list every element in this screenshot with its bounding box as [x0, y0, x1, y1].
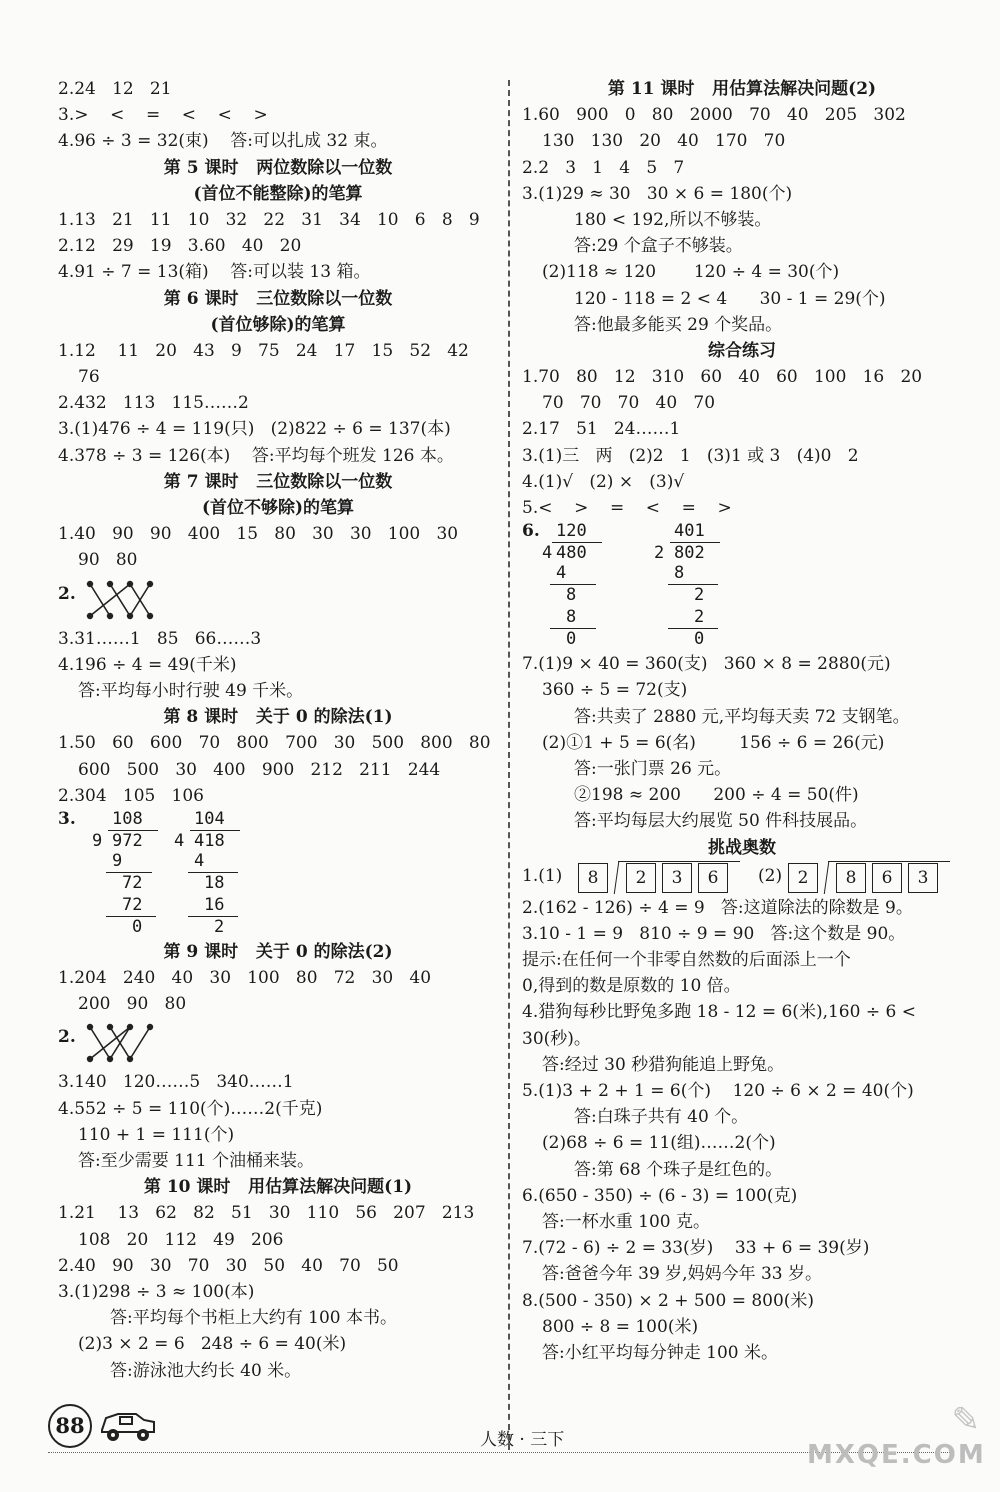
- answer-line: 答:他最多能买 29 个奖品。: [574, 314, 783, 335]
- answer-line: 200 90 80: [78, 994, 187, 1015]
- answer-line: 1.50 60 600 70 800 700 30 500 800 80: [58, 733, 491, 754]
- olympiad-title: 挑战奥数: [708, 837, 776, 858]
- answer-line: 1.13 21 11 10 32 22 31 34 10 6 8 9: [58, 209, 480, 230]
- digit-box: 2: [626, 863, 656, 893]
- answer-line: (2)68 ÷ 6 = 11(组)……2(个): [542, 1133, 776, 1154]
- digit-box: 6: [872, 863, 902, 893]
- answer-line: 1.60 900 0 80 2000 70 40 205 302: [522, 105, 906, 126]
- answer-line: 8.(500 - 350) × 2 + 500 = 800(米): [522, 1290, 815, 1311]
- step: 4: [556, 563, 567, 584]
- review-title: 综合练习: [708, 340, 776, 361]
- answer-line: (2)3 × 2 = 6 248 ÷ 6 = 40(米): [78, 1334, 347, 1355]
- question-number: 1.(1): [522, 865, 563, 886]
- step: 0: [566, 629, 577, 650]
- watermark-text: MXQE.COM: [807, 1440, 986, 1470]
- answer-line: 4.196 ÷ 4 = 49(千米): [58, 654, 237, 675]
- box-division-question: [522, 861, 962, 895]
- answer-line: 7.(1)9 × 40 = 360(支) 360 × 8 = 2880(元): [522, 654, 891, 675]
- answer-line: 3.(1)三 两 (2)2 1 (3)1 或 3 (4)0 2: [522, 445, 859, 466]
- divisor-box: 8: [578, 863, 608, 893]
- divisor-box: 2: [788, 863, 818, 893]
- answer-line: 3.(1)298 ÷ 3 ≈ 100(本): [58, 1281, 255, 1302]
- digit-box: 8: [836, 863, 866, 893]
- step: 9: [112, 850, 123, 871]
- long-division: [650, 521, 760, 651]
- answer-line: (2)①1 + 5 = 6(名) 156 ÷ 6 = 26(元): [542, 732, 885, 753]
- matching-lines-graphic: [82, 578, 172, 622]
- dividend: 802: [674, 543, 705, 564]
- lesson-7-title: 第 7 课时 三位数除以一位数: [163, 471, 393, 492]
- right-column: [522, 76, 962, 1366]
- answer-line: 360 ÷ 5 = 72(支): [542, 680, 688, 701]
- lesson-5-title: 第 5 课时 两位数除以一位数: [163, 157, 393, 178]
- digit-box: 3: [662, 863, 692, 893]
- step: 72: [122, 872, 143, 893]
- long-division: [170, 809, 280, 939]
- answer-line: 2.2 3 1 4 5 7: [522, 157, 685, 178]
- answer-line: 2.12 29 19 3.60 40 20: [58, 236, 302, 257]
- hint-line: 提示:在任何一个非零自然数的后面添上一个: [522, 950, 851, 971]
- step: 2: [694, 607, 705, 628]
- dividend: 972: [112, 830, 143, 851]
- step: 72: [122, 894, 143, 915]
- quotient: 120: [556, 521, 587, 542]
- answer-line: 3.(1)476 ÷ 4 = 119(只) (2)822 ÷ 6 = 137(本): [58, 419, 451, 440]
- quotient: 108: [112, 808, 143, 829]
- answer-line: 答:平均每小时行驶 49 千米。: [78, 680, 304, 701]
- answer-line: 4.378 ÷ 3 = 126(本) 答:平均每个班发 126 本。: [58, 445, 454, 466]
- quotient: 401: [674, 521, 705, 542]
- matching-lines-graphic: [82, 1021, 172, 1065]
- matching-diagram: [58, 574, 498, 626]
- answer-line: 4.(1)√ (2) × (3)√: [522, 471, 685, 492]
- answer-line: 6.(650 - 350) ÷ (6 - 3) = 100(克): [522, 1185, 798, 1206]
- step: 8: [566, 585, 577, 606]
- answer-line: 3.31……1 85 66……3: [58, 628, 262, 649]
- watermark-logo-icon: ✎: [951, 1400, 980, 1440]
- answer-line: 2.304 105 106: [58, 785, 204, 806]
- question-number: 2.: [58, 583, 76, 604]
- answer-line: 180 < 192,所以不够装。: [574, 209, 772, 230]
- question-number: 2.: [58, 1027, 76, 1048]
- lesson-8-title: 第 8 课时 关于 0 的除法(1): [163, 707, 393, 728]
- answer-line: 答:白珠子共有 40 个。: [574, 1107, 749, 1128]
- divisor: 4: [174, 830, 185, 851]
- divisor: 2: [654, 543, 665, 564]
- answer-line: 130 130 20 40 170 70: [542, 131, 786, 152]
- answer-line: 3.> < = < < >: [58, 105, 268, 126]
- quotient: 104: [194, 808, 225, 829]
- answer-line: 120 - 118 = 2 < 4 30 - 1 = 29(个): [574, 288, 886, 309]
- page-number: 88: [48, 1404, 92, 1448]
- answer-line: 答:游泳池大约长 40 米。: [110, 1360, 302, 1381]
- answer-line: 7.(72 - 6) ÷ 2 = 33(岁) 33 + 6 = 39(岁): [522, 1238, 870, 1259]
- answer-line: 1.40 90 90 400 15 80 30 30 100 30: [58, 524, 459, 545]
- long-division-group: [522, 521, 962, 651]
- answer-line: 答:平均每个书柜上大约有 100 本书。: [110, 1308, 397, 1329]
- lesson-9-title: 第 9 课时 关于 0 的除法(2): [163, 941, 393, 962]
- answer-line: 5.(1)3 + 2 + 1 = 6(个) 120 ÷ 6 × 2 = 40(个): [522, 1081, 914, 1101]
- digit-box: 6: [698, 863, 728, 893]
- answer-line: 4.猎狗每秒比野兔多跑 18 - 12 = 6(米),160 ÷ 6 <: [522, 1002, 916, 1023]
- matching-diagram: [58, 1017, 498, 1069]
- hint-line: 0,得到的数是原数的 10 倍。: [522, 976, 741, 997]
- answer-line: 1.70 80 12 310 60 40 60 100 16 20: [522, 367, 923, 388]
- answer-line: 答:小红平均每分钟走 100 米。: [542, 1342, 778, 1363]
- answer-line: 4.552 ÷ 5 = 110(个)……2(千克): [58, 1098, 323, 1119]
- answer-line: 108 20 112 49 206: [78, 1229, 284, 1250]
- answer-line: 2.17 51 24……1: [522, 419, 681, 440]
- answer-line: (2)118 ≈ 120 120 ÷ 4 = 30(个): [542, 262, 840, 283]
- left-column: [58, 76, 498, 1384]
- answer-line: 3.140 120……5 340……1: [58, 1072, 294, 1093]
- lesson-6-title: 第 6 课时 三位数除以一位数: [163, 288, 393, 309]
- answer-line: 3.(1)29 ≈ 30 30 × 6 = 180(个): [522, 183, 793, 204]
- lesson-5-subtitle: (首位不能整除)的笔算: [193, 183, 363, 204]
- lesson-11-title: 第 11 课时 用估算法解决问题(2): [607, 79, 877, 99]
- dividend: 418: [194, 830, 225, 851]
- step: 0: [132, 916, 143, 937]
- answer-line: 600 500 30 400 900 212 211 244: [78, 759, 441, 780]
- answer-line: 1.204 240 40 30 100 80 72 30 40: [58, 968, 432, 989]
- answer-line: 3.10 - 1 = 9 810 ÷ 9 = 90 答:这个数是 90。: [522, 923, 906, 944]
- answer-line: 答:爸爸今年 39 岁,妈妈今年 33 岁。: [542, 1264, 823, 1285]
- answer-line: 1.21 13 62 82 51 30 110 56 207 213: [58, 1203, 475, 1224]
- step: 0: [694, 629, 705, 650]
- lesson-7-subtitle: (首位不够除)的笔算: [201, 498, 355, 518]
- lesson-10-title: 第 10 课时 用估算法解决问题(1): [143, 1177, 413, 1198]
- step: 2: [694, 585, 705, 606]
- answer-line: 30(秒)。: [522, 1028, 591, 1049]
- subject-grade: 人数 · 三下: [480, 1430, 565, 1450]
- long-division-group: [58, 809, 498, 939]
- divisor: 9: [92, 830, 103, 851]
- lesson-6-subtitle: (首位够除)的笔算: [210, 314, 346, 335]
- dividend: 480: [556, 543, 587, 564]
- digit-box: 3: [908, 863, 938, 893]
- question-number: 3.: [58, 808, 76, 829]
- answer-line: 答:29 个盒子不够装。: [574, 236, 743, 257]
- answer-line: 4.96 ÷ 3 = 32(束) 答:可以扎成 32 束。: [58, 131, 388, 152]
- answer-line: 5.< > = < = >: [522, 498, 732, 518]
- answer-line: 答:一张门票 26 元。: [574, 758, 732, 779]
- divisor: 4: [542, 543, 553, 564]
- answer-line: 答:至少需要 111 个油桶来装。: [78, 1151, 314, 1171]
- step: 16: [204, 894, 225, 915]
- answer-line: ②198 ≈ 200 200 ÷ 4 = 50(件): [574, 785, 859, 806]
- step: 18: [204, 872, 225, 893]
- question-number: 6.: [522, 521, 540, 542]
- step: 8: [674, 563, 685, 584]
- step: 2: [214, 916, 225, 937]
- answer-line: 1.12 11 20 43 9 75 24 17 15 52 42: [58, 340, 469, 361]
- answer-line: 2.40 90 30 70 30 50 40 70 50: [58, 1255, 399, 1276]
- answer-line: 2.(162 - 126) ÷ 4 = 9 答:这道除法的除数是 9。: [522, 897, 913, 918]
- answer-line: 答:平均每层大约展览 50 件科技展品。: [574, 811, 868, 832]
- answer-line: 答:一杯水重 100 克。: [542, 1211, 710, 1232]
- answer-line: 答:经过 30 秒猎狗能追上野兔。: [542, 1054, 785, 1075]
- car-icon: [96, 1404, 160, 1444]
- answer-line: 2.432 113 115……2: [58, 393, 249, 414]
- answer-line: 110 + 1 = 111(个): [78, 1124, 235, 1145]
- answer-line: 4.91 ÷ 7 = 13(箱) 答:可以装 13 箱。: [58, 262, 371, 283]
- answer-line: 答:第 68 个珠子是红色的。: [574, 1159, 783, 1180]
- answer-line: 90 80: [78, 550, 138, 571]
- answer-line: 答:共卖了 2880 元,平均每天卖 72 支钢笔。: [574, 706, 910, 727]
- long-division: [542, 521, 652, 651]
- column-divider: [508, 80, 510, 1450]
- answer-line: 76: [78, 367, 100, 388]
- step: 8: [566, 607, 577, 628]
- answer-line: 800 ÷ 8 = 100(米): [542, 1316, 699, 1337]
- answer-line: 70 70 70 40 70: [542, 393, 716, 414]
- step: 4: [194, 850, 205, 871]
- answer-line: 2.24 12 21: [58, 79, 172, 99]
- question-number: (2): [758, 865, 783, 886]
